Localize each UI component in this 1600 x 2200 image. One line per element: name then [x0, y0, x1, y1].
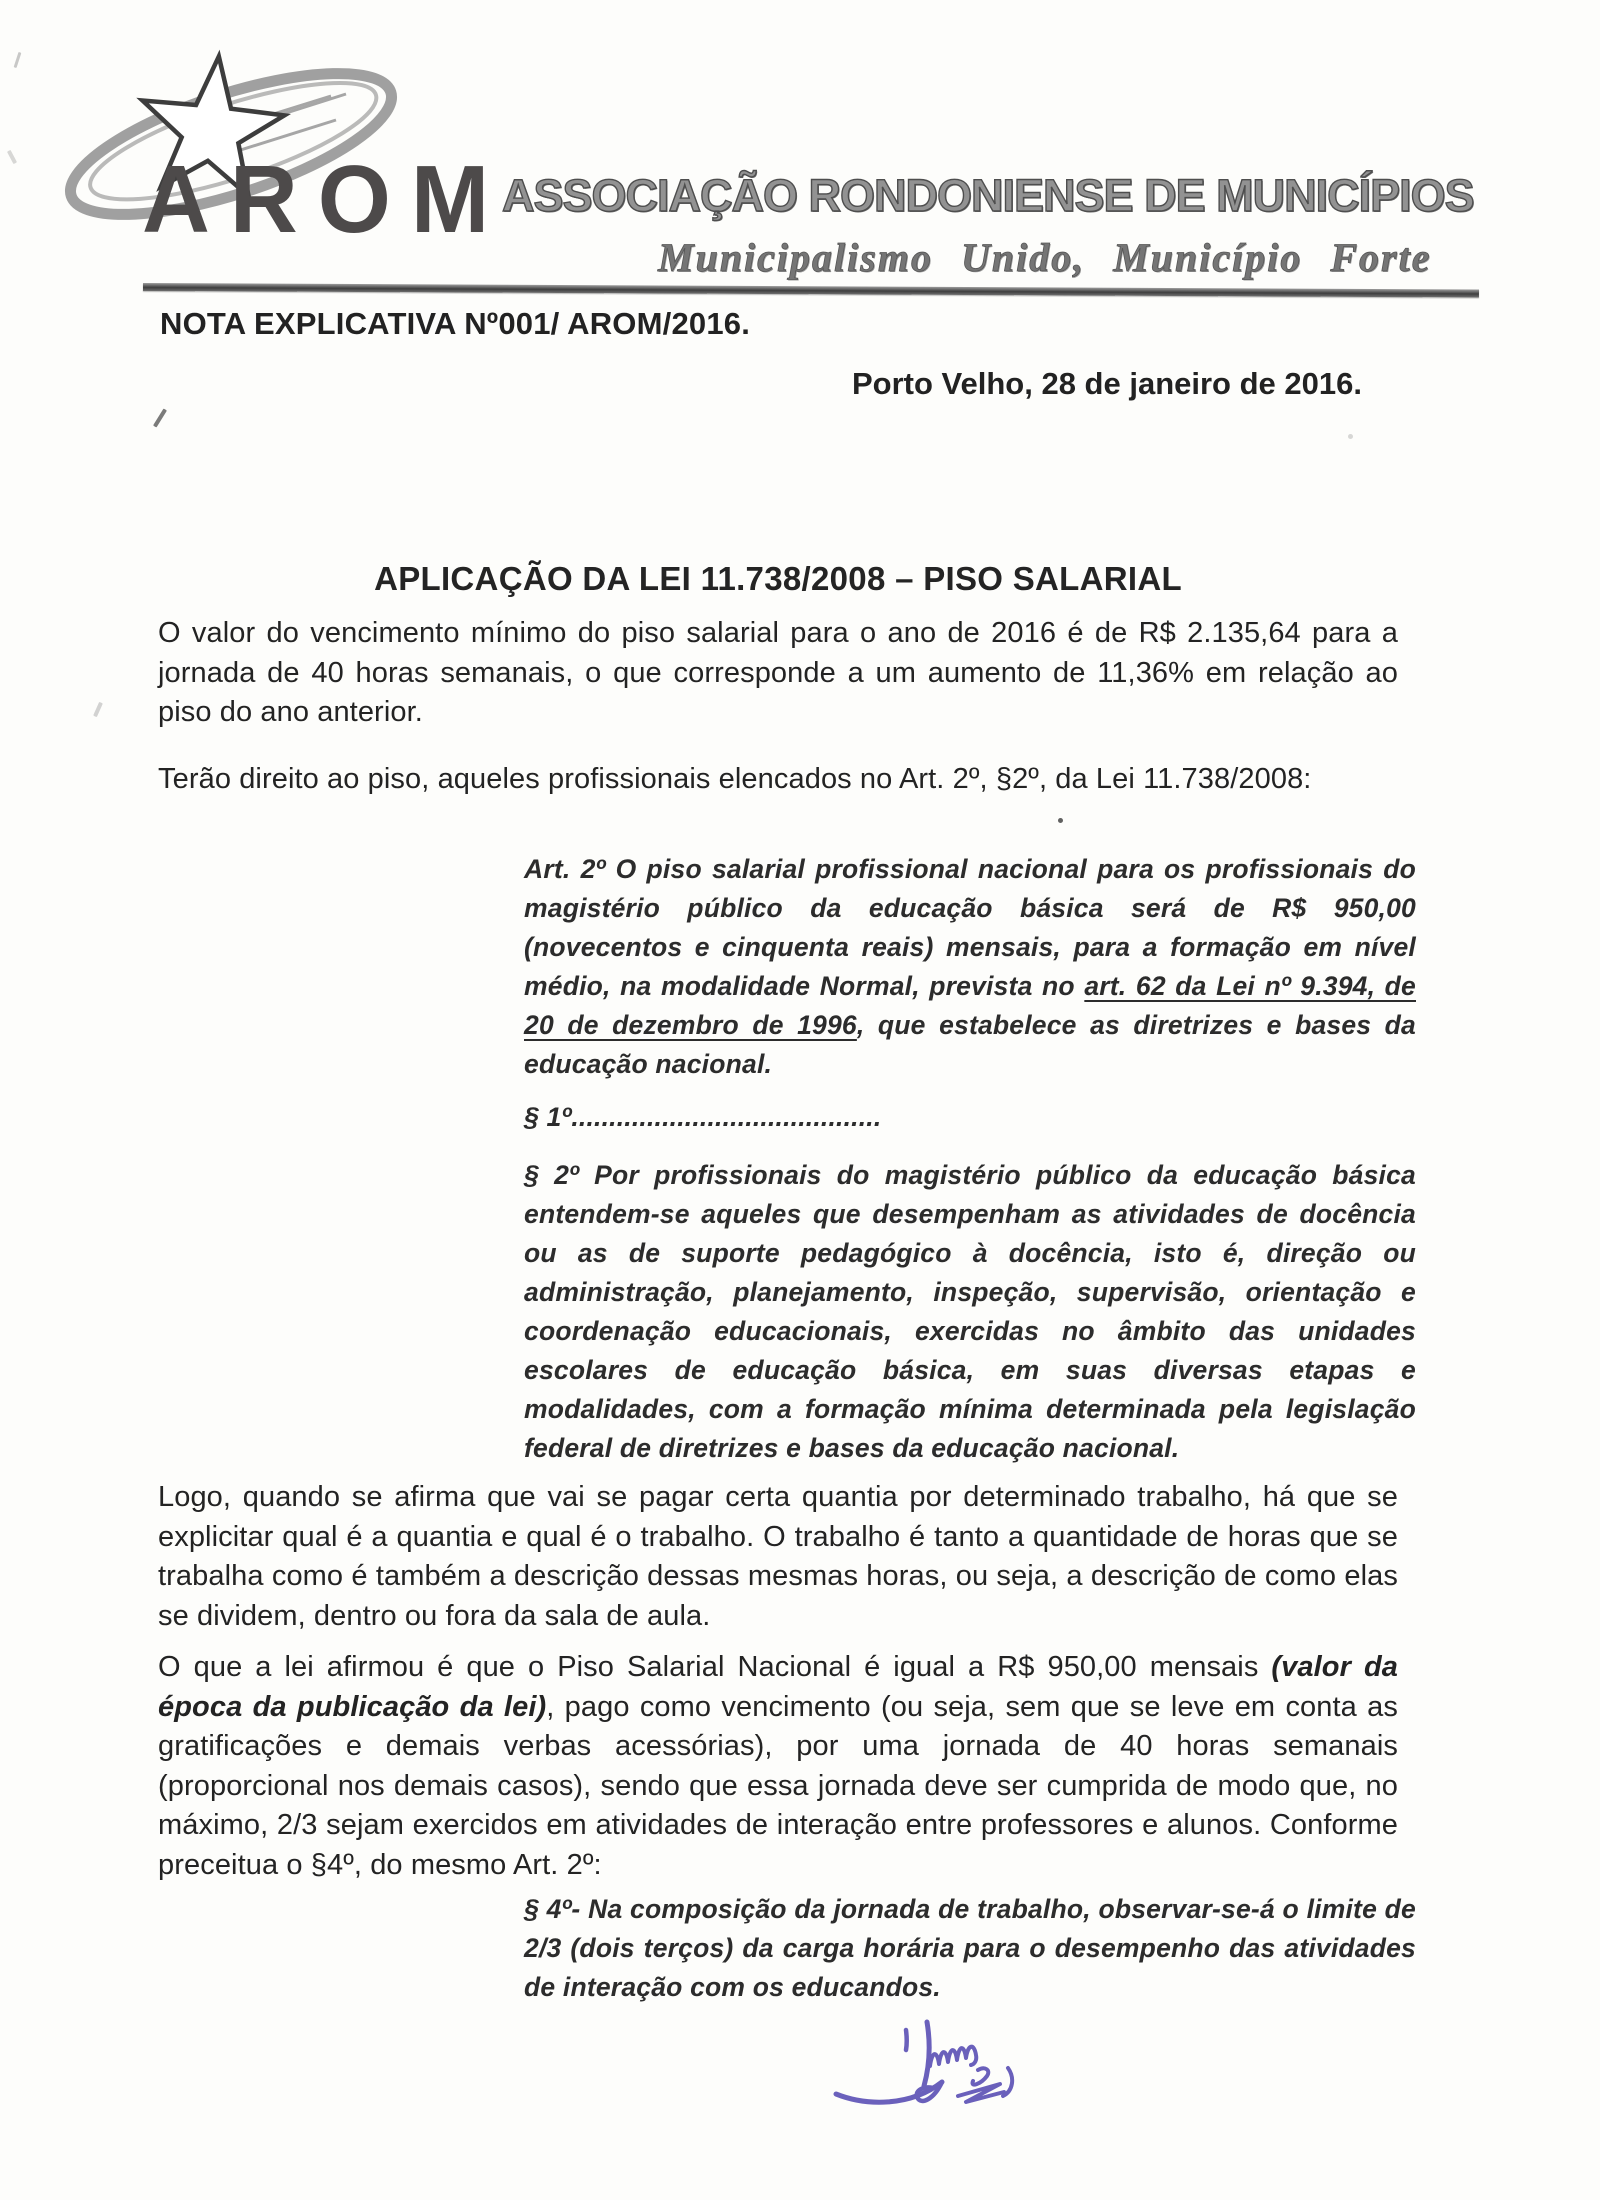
- scan-artifact: [93, 702, 103, 717]
- scan-artifact: [14, 52, 22, 68]
- text-segment: § 4º- Na composição da jornada de trabalho, observar-se-á o limite de 2/3 (dois terços) da carga horária para o desempenho das atividades de interação com os educandos.: [524, 1894, 1416, 2002]
- org-name: ASSOCIAÇÃO RONDONIENSE DE MUNICÍPIOS: [502, 170, 1474, 221]
- document-title: APLICAÇÃO DA LEI 11.738/2008 – PISO SALARIAL: [374, 560, 1182, 597]
- header-divider: [143, 283, 1479, 298]
- signature-ink: [830, 2008, 1062, 2130]
- text-segment: O que a lei afirmou é que o Piso Salarial Nacional é igual a R$ 950,00 mensais: [158, 1651, 1272, 1683]
- paragraph-piso-2016: [158, 614, 1398, 733]
- blockquote-art-2: [524, 850, 1416, 1084]
- text-segment: Art. 2º O piso salarial profissional nacional para os profissionais do magistério público da educação básica será de R$ 950,00 (novecentos e cinquenta reais) mensais, para a formação em nível médio, na modalidade Normal, prevista no: [524, 854, 1416, 1001]
- scan-artifact: [1348, 434, 1353, 439]
- text-segment: (valor da época da publicação da lei): [158, 1651, 1398, 1723]
- text-segment: § 1º.........................................: [524, 1102, 882, 1132]
- blockquote-par-1: [524, 1098, 1416, 1137]
- scan-artifact: [7, 150, 17, 164]
- paragraph-terao-direito: [158, 760, 1398, 800]
- org-tagline: Municipalismo Unido, Município Forte: [658, 235, 1432, 280]
- doc-number: NOTA EXPLICATIVA Nº001/ AROM/2016.: [160, 306, 751, 341]
- scan-artifact: [1058, 818, 1063, 823]
- text-segment: Terão direito ao piso, aqueles profissionais elencados no Art. 2º, §2º, da Lei 11.738/2008:: [158, 763, 1312, 795]
- blockquote-par-2: [524, 1156, 1416, 1468]
- text-segment: Logo, quando se afirma que vai se pagar certa quantia por determinado trabalho, há que se explicitar qual é a quantia e qual é o trabalho. O trabalho é tanto a quantidade de horas que se trabalha como é também a descrição dessas mesmas horas, ou seja, a descrição de como elas se dividem, dentro ou fora da sala de aula.: [158, 1481, 1398, 1632]
- text-segment: § 2º Por profissionais do magistério público da educação básica entendem-se aqueles que desempenham as atividades de docência ou as de suporte pedagógico à docência, isto é, direção ou administração, planejamento, inspeção, supervisão, orientação e coordenação educacionais, exercidas no âmbito das unidades escolares de educação básica, em suas diversas etapas e modalidades, com a formação mínima determinada pela legislação federal de diretrizes e bases da educação nacional.: [524, 1160, 1416, 1463]
- logo-acronym: AROM: [142, 146, 510, 248]
- paragraph-o-que-a-lei: [158, 1648, 1398, 1885]
- text-segment: , que estabelece as diretrizes e bases da educação nacional.: [524, 1010, 1416, 1079]
- text-segment: , pago como vencimento (ou seja, sem que se leve em conta as gratificações e demais verbas acessórias), por uma jornada de 40 horas semanais (proporcional nos demais casos), sendo que essa jornada deve ser cumprida de modo que, no máximo, 2/3 sejam exercidos em atividades de interação entre professores e alunos. Conforme preceitua o §4º, do mesmo Art. 2º:: [158, 1690, 1398, 1881]
- blockquote-par-4: [524, 1890, 1416, 2007]
- scan-artifact: [153, 408, 167, 427]
- arom-logo: [46, 36, 520, 248]
- dateline: Porto Velho, 28 de janeiro de 2016.: [852, 366, 1362, 401]
- text-segment: O valor do vencimento mínimo do piso salarial para o ano de 2016 é de R$ 2.135,64 para a jornada de 40 horas semanais, o que corresponde a um aumento de 11,36% em relação ao piso do ano anterior.: [158, 617, 1398, 728]
- paragraph-logo-quando: [158, 1478, 1398, 1636]
- text-segment: art. 62 da Lei nº 9.394, de 20 de dezembro de 1996: [524, 971, 1416, 1040]
